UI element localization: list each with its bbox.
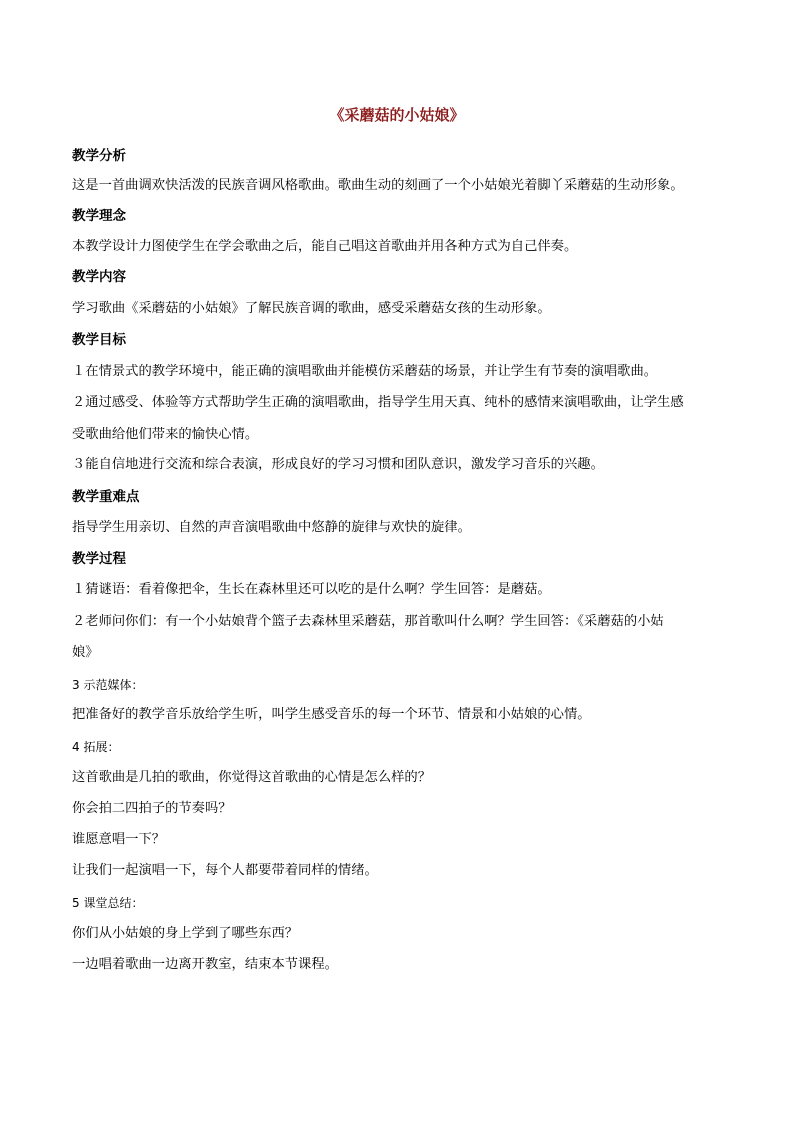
section-heading: 教学理念	[72, 208, 126, 224]
paragraph-line: 一边唱着歌曲一边离开教室，结束本节课程。	[72, 957, 338, 972]
paragraph-line: 本教学设计力图使学生在学会歌曲之后，能自己唱这首歌曲并用各种方式为自己伴奏。	[72, 239, 578, 254]
step-label: 5 课堂总结：	[72, 896, 144, 910]
paragraph-line: 学习歌曲《采蘑菇的小姑娘》了解民族音调的歌曲，感受采蘑菇女孩的生动形象。	[72, 301, 551, 316]
paragraph-line: １在情景式的教学环境中，能正确的演唱歌曲并能模仿采蘑菇的场景，并让学生有节奏的演唱歌曲。	[72, 364, 658, 379]
section-heading: 教学内容	[72, 269, 126, 285]
document-title: 《采蘑菇的小姑娘》	[329, 106, 465, 124]
paragraph-line: 娘》	[72, 645, 99, 660]
paragraph-line: 你会拍二四拍子的节奏吗？	[72, 801, 232, 816]
paragraph-line: 指导学生用亲切、自然的声音演唱歌曲中悠静的旋律与欢快的旋律。	[72, 520, 471, 535]
paragraph-line: 谁愿意唱一下？	[72, 832, 166, 847]
section-heading: 教学过程	[72, 551, 126, 567]
paragraph-line: 把准备好的教学音乐放给学生听，叫学生感受音乐的每一个环节、情景和小姑娘的心情。	[72, 707, 591, 722]
paragraph-line: １猜谜语：看着像把伞，生长在森林里还可以吃的是什么啊？学生回答：是蘑菇。	[72, 582, 551, 597]
paragraph-line: 这首歌曲是几拍的歌曲，你觉得这首歌曲的心情是怎么样的？	[72, 770, 432, 785]
step-label: 4 拓展：	[72, 740, 120, 754]
section-heading: 教学目标	[72, 332, 126, 348]
paragraph-line: ２通过感受、体验等方式帮助学生正确的演唱歌曲，指导学生用天真、纯朴的感情来演唱歌曲，让学生感	[72, 395, 684, 410]
paragraph-line: 这是一首曲调欢快活泼的民族音调风格歌曲。歌曲生动的刻画了一个小姑娘光着脚丫采蘑菇的生动形象。	[72, 178, 684, 193]
paragraph-line: 受歌曲给他们带来的愉快心情。	[72, 427, 259, 442]
step-label: 3 示范媒体：	[72, 678, 144, 692]
paragraph-line: ３能自信地进行交流和综合表演，形成良好的学习习惯和团队意识，激发学习音乐的兴趣。	[72, 457, 604, 472]
paragraph-line: ２老师问你们：有一个小姑娘背个篮子去森林里采蘑菇，那首歌叫什么啊？学生回答：《采蘑菇的小姑	[72, 614, 664, 629]
section-heading: 教学重难点	[72, 489, 140, 505]
paragraph-line: 你们从小姑娘的身上学到了哪些东西？	[72, 926, 299, 941]
paragraph-line: 让我们一起演唱一下，每个人都要带着同样的情绪。	[72, 863, 378, 878]
section-heading: 教学分析	[72, 148, 126, 164]
